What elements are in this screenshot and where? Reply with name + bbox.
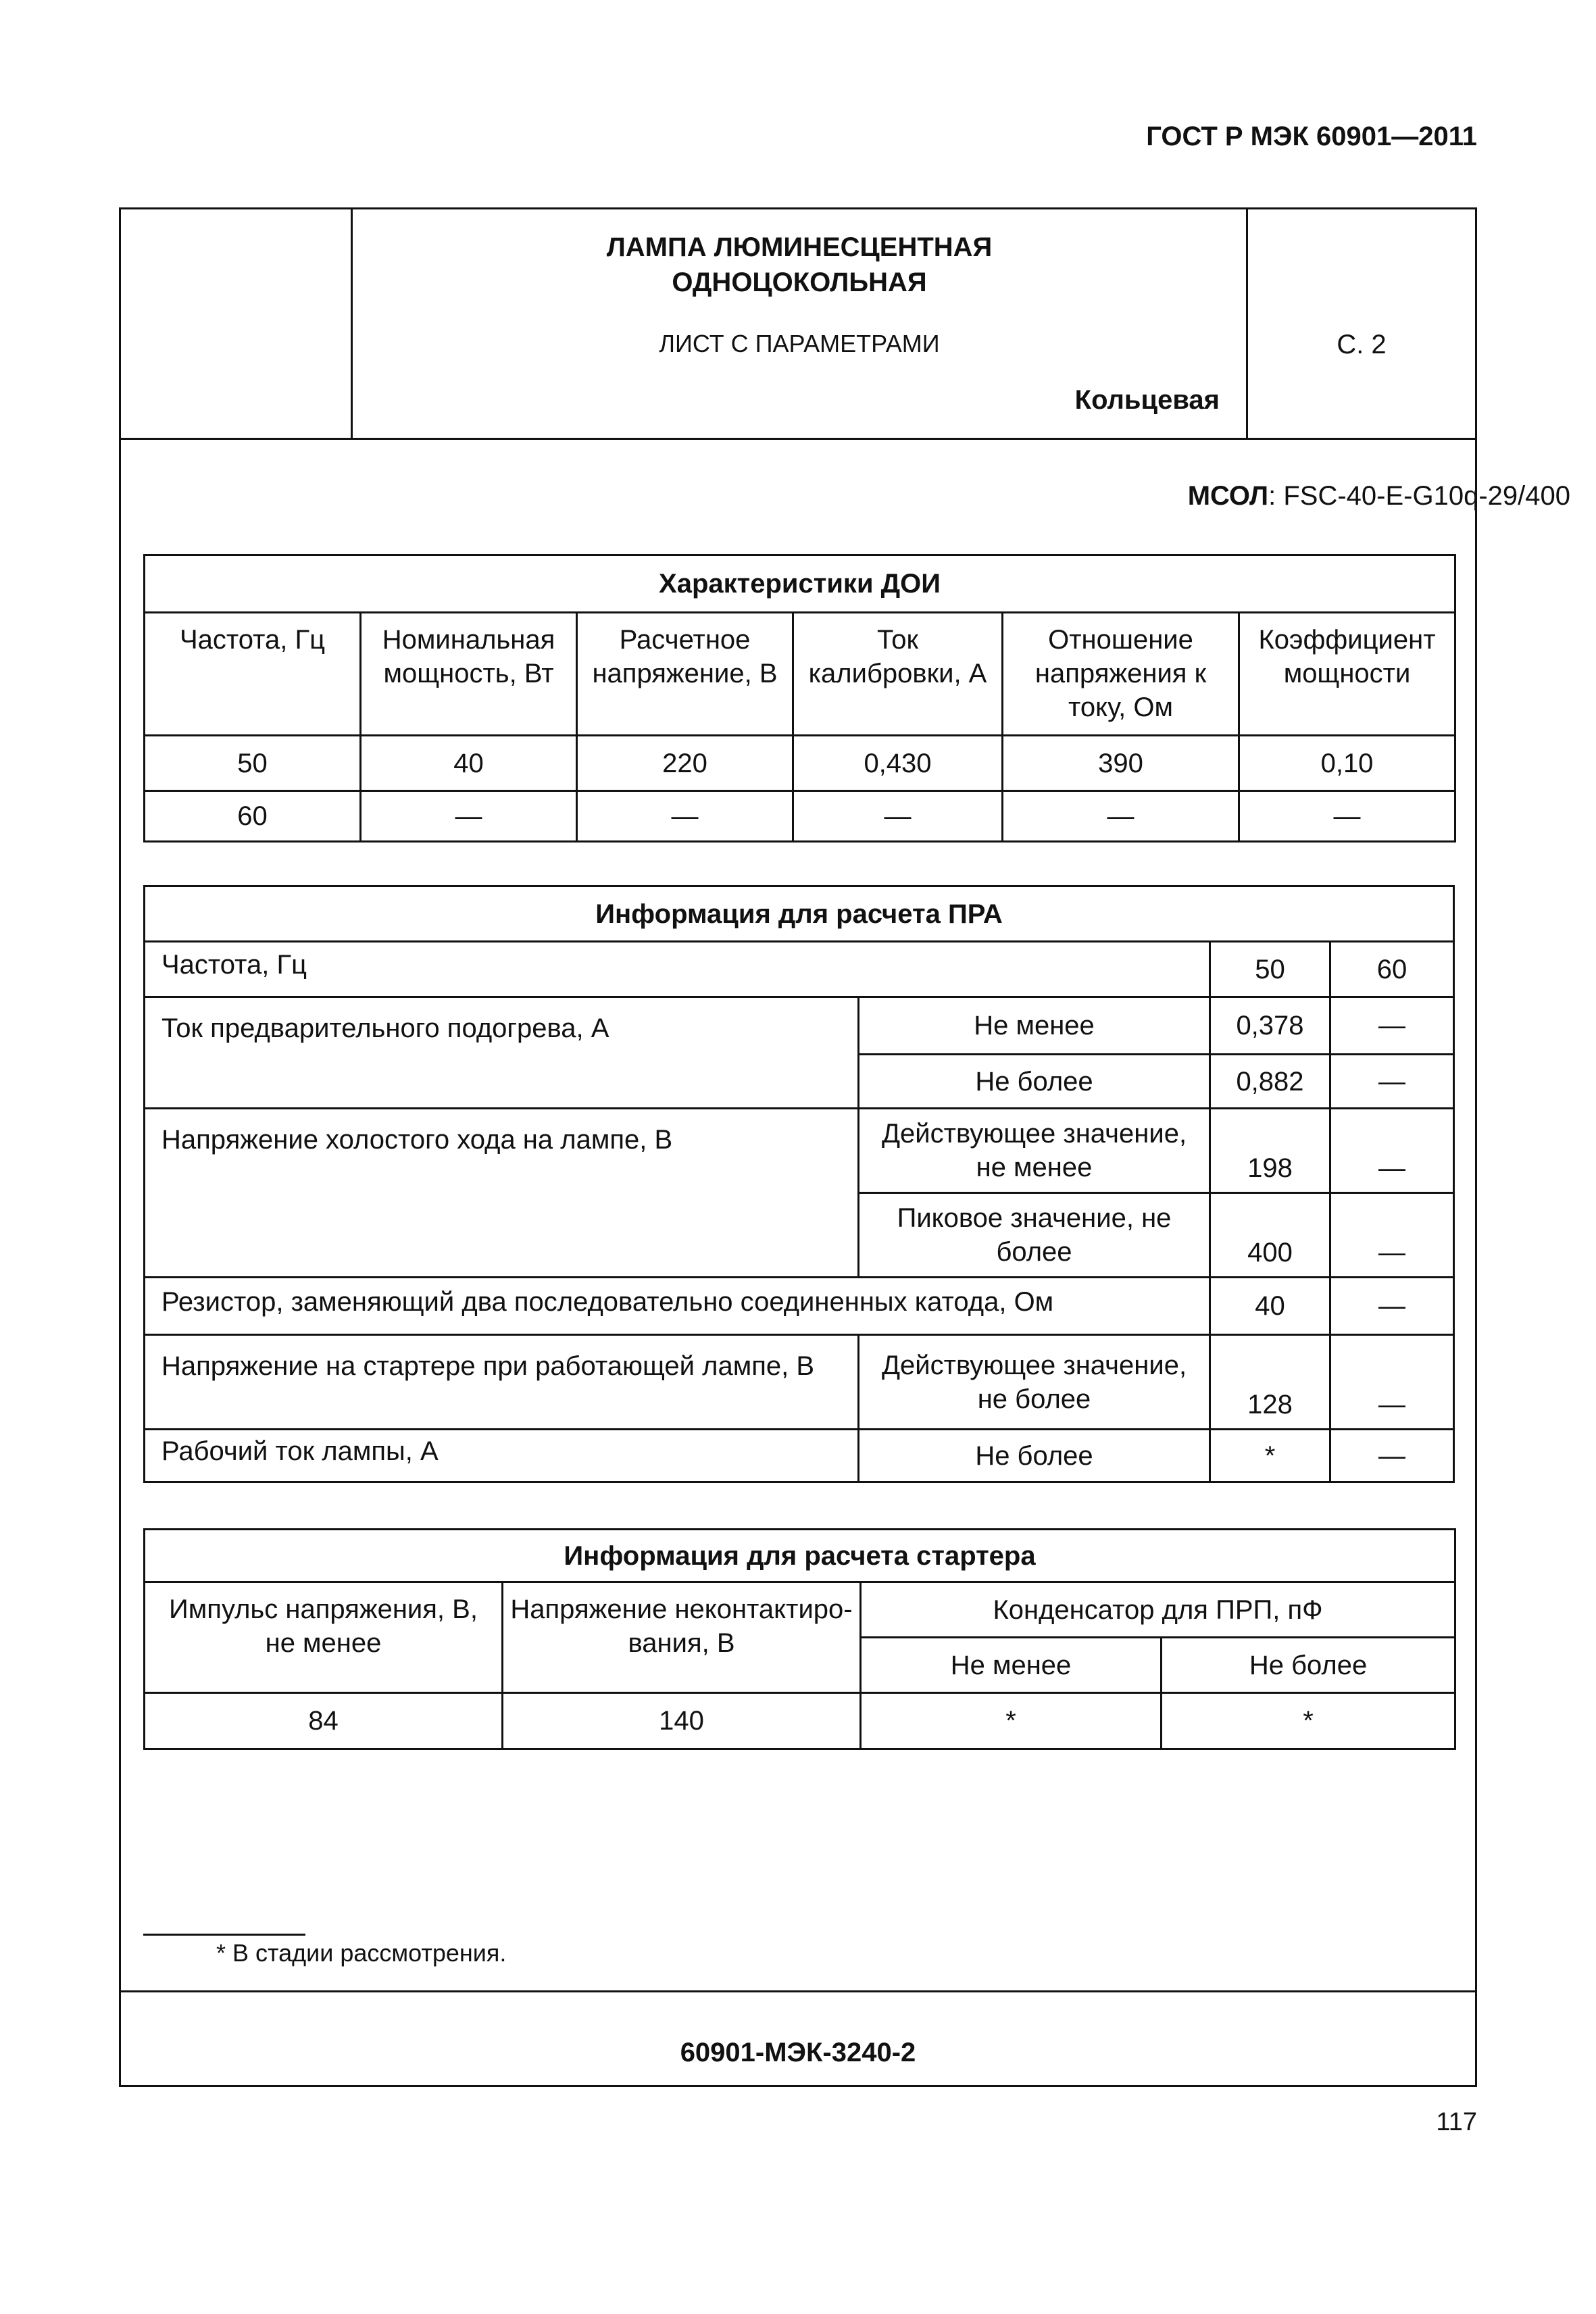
doi-header-calibration-current: Ток калибровки, А	[793, 613, 1003, 736]
pra-ocv-peak-label: Пиковое значение, не более	[859, 1193, 1210, 1278]
pra-starter-voltage-label: Напряжение на стартере при работающей лампе, В	[145, 1335, 859, 1430]
pra-operating-current-60: —	[1330, 1430, 1454, 1482]
table-row	[145, 942, 1454, 997]
pra-preheat-max-50: 0,882	[1210, 1055, 1330, 1109]
ballast-calculation-table	[143, 885, 1455, 1483]
pra-frequency-60: 60	[1330, 942, 1454, 997]
pra-preheat-min-50: 0,378	[1210, 997, 1330, 1055]
pra-frequency-label: Частота, Гц	[145, 942, 1210, 997]
footnote: * В стадии рассмотрения.	[216, 1939, 507, 1967]
doi-header-power: Номинальная мощность, Вт	[361, 613, 577, 736]
title-divider-right	[1246, 209, 1248, 438]
doi-header-voltage-current-ratio: Отношение напряжения к току, Ом	[1003, 613, 1239, 736]
pra-ocv-rms-60: —	[1330, 1109, 1454, 1193]
pra-ocv-rms-label: Действующее значение, не менее	[859, 1109, 1210, 1193]
table-row	[145, 1693, 1455, 1749]
designation-value: : FSC-40-E-G10q-29/400	[1268, 481, 1570, 511]
title-bottom-rule	[121, 438, 1475, 440]
pra-starter-voltage-60: —	[1330, 1335, 1454, 1430]
doi-header-power-factor: Коэффициент мощности	[1239, 613, 1455, 736]
table-cell: *	[1162, 1693, 1455, 1749]
sheet-number: С. 2	[1337, 330, 1387, 359]
starter-header-capacitor-min: Не менее	[861, 1638, 1162, 1693]
table-cell: —	[1003, 791, 1239, 842]
page-number: 117	[1436, 2108, 1477, 2136]
doi-characteristics-table	[143, 554, 1456, 842]
lamp-title-line1: ЛАМПА ЛЮМИНЕСЦЕНТНАЯ	[606, 232, 993, 262]
pra-resistor-label: Резистор, заменяющий два последовательно соединенных катода, Ом	[145, 1278, 1210, 1335]
doi-header-frequency: Частота, Гц	[145, 613, 361, 736]
pra-operating-current-sub: Не более	[859, 1430, 1210, 1482]
pra-preheat-max-60: —	[1330, 1055, 1454, 1109]
table-row	[145, 1109, 1454, 1193]
table-cell: 60	[145, 791, 361, 842]
starter-header-non-contact-voltage: Напряжение неконтактиро-вания, В	[503, 1582, 861, 1693]
table-row	[145, 1335, 1454, 1430]
pra-ocv-peak-50: 400	[1210, 1193, 1330, 1278]
pra-resistor-60: —	[1330, 1278, 1454, 1335]
pra-preheat-min-label: Не менее	[859, 997, 1210, 1055]
starter-calculation-table	[143, 1528, 1456, 1750]
pra-ocv-peak-60: —	[1330, 1193, 1454, 1278]
table-cell: 50	[145, 736, 361, 791]
pra-starter-voltage-50: 128	[1210, 1335, 1330, 1430]
table-cell: —	[1239, 791, 1455, 842]
doi-table-title: Характеристики ДОИ	[145, 555, 1455, 613]
pra-preheat-min-60: —	[1330, 997, 1454, 1055]
sheet-subtitle: ЛИСТ С ПАРАМЕТРАМИ	[659, 330, 940, 357]
table-cell: 84	[145, 1693, 503, 1749]
table-cell: *	[861, 1693, 1162, 1749]
pra-preheat-max-label: Не более	[859, 1055, 1210, 1109]
lamp-kind: Кольцевая	[1074, 385, 1220, 415]
starter-header-capacitor: Конденсатор для ПРП, пФ	[861, 1582, 1455, 1638]
table-cell: 0,430	[793, 736, 1003, 791]
table-cell: 40	[361, 736, 577, 791]
table-cell: —	[361, 791, 577, 842]
lamp-title-line2: ОДНОЦОКОЛЬНАЯ	[672, 268, 927, 297]
doi-header-voltage: Расчетное напряжение, В	[577, 613, 793, 736]
pra-table-title: Информация для расчета ПРА	[145, 886, 1454, 942]
standard-designation: ГОСТ Р МЭК 60901—2011	[1146, 122, 1477, 151]
pra-operating-current-50: *	[1210, 1430, 1330, 1482]
document-code: 60901-МЭК-3240-2	[680, 2038, 916, 2067]
footnote-rule	[143, 1934, 305, 1936]
table-cell: —	[793, 791, 1003, 842]
designation-label: МСОЛ	[1187, 481, 1269, 511]
starter-header-capacitor-max: Не более	[1162, 1638, 1455, 1693]
pra-starter-voltage-sub: Действующее значение, не более	[859, 1335, 1210, 1430]
table-cell: —	[577, 791, 793, 842]
table-cell: 220	[577, 736, 793, 791]
code-top-rule	[121, 1990, 1475, 1992]
pra-frequency-50: 50	[1210, 942, 1330, 997]
table-row	[145, 1430, 1454, 1482]
lamp-designation	[1188, 481, 1570, 511]
starter-header-pulse-voltage: Импульс напряжения, В, не менее	[145, 1582, 503, 1693]
table-cell: 390	[1003, 736, 1239, 791]
table-cell: 0,10	[1239, 736, 1455, 791]
pra-operating-current-label: Рабочий ток лампы, А	[145, 1430, 859, 1482]
table-row	[145, 997, 1454, 1055]
table-row	[145, 1278, 1454, 1335]
pra-preheat-label: Ток предварительного подогрева, А	[145, 997, 859, 1109]
table-row	[145, 736, 1455, 791]
table-row	[145, 791, 1455, 842]
lamp-title	[353, 230, 1246, 300]
starter-table-title: Информация для расчета стартера	[145, 1530, 1455, 1582]
table-cell: 140	[503, 1693, 861, 1749]
pra-ocv-rms-50: 198	[1210, 1109, 1330, 1193]
pra-ocv-label: Напряжение холостого хода на лампе, В	[145, 1109, 859, 1278]
pra-resistor-50: 40	[1210, 1278, 1330, 1335]
